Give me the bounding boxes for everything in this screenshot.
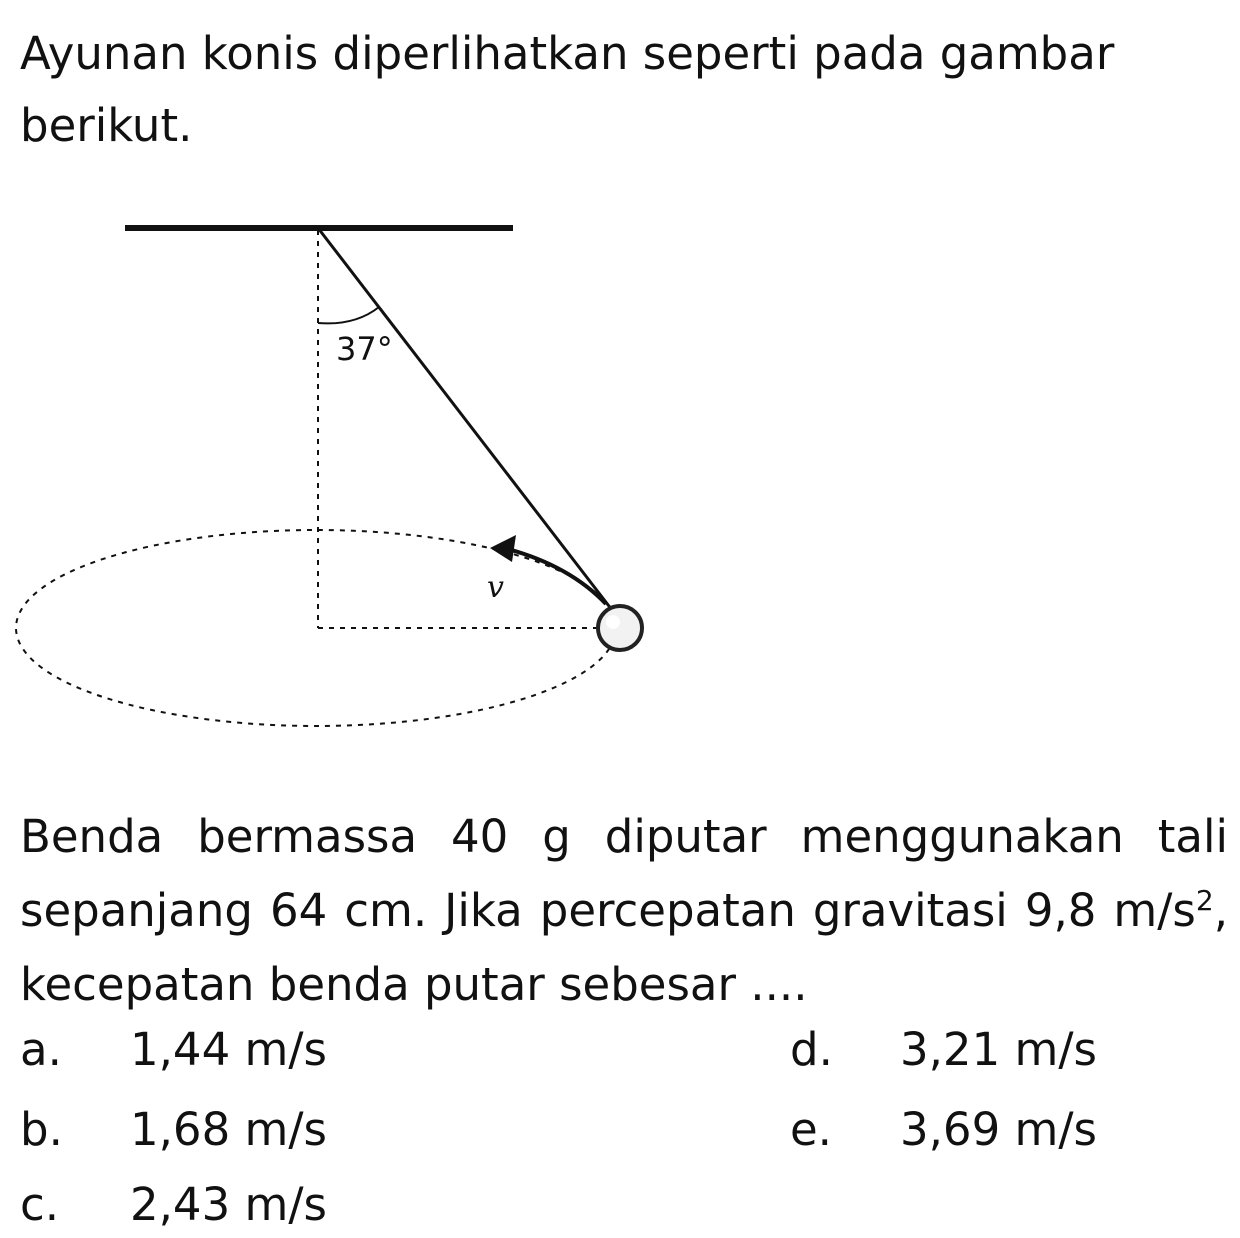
option-value: 3,69 m/s [900, 1103, 1097, 1156]
option-b[interactable] [20, 1100, 327, 1160]
angle-label: 37° [336, 330, 393, 368]
conical-pendulum-diagram [0, 185, 700, 745]
option-letter: b. [20, 1103, 63, 1156]
option-letter: e. [790, 1103, 832, 1156]
ball-highlight [606, 615, 620, 629]
option-a[interactable] [20, 1020, 327, 1080]
question-text [20, 800, 1228, 1022]
option-value: 1,44 m/s [130, 1023, 327, 1076]
question-exponent: 2 [1195, 884, 1214, 917]
option-e[interactable] [790, 1100, 1097, 1160]
option-c[interactable] [20, 1175, 327, 1235]
string [318, 228, 612, 610]
velocity-label: v [487, 570, 504, 605]
ball [598, 606, 642, 650]
option-value: 2,43 m/s [130, 1178, 327, 1231]
option-letter: a. [20, 1023, 62, 1076]
option-value: 1,68 m/s [130, 1103, 327, 1156]
angle-arc [318, 307, 379, 323]
option-value: 3,21 m/s [900, 1023, 1097, 1076]
option-letter: c. [20, 1178, 60, 1231]
option-letter: d. [790, 1023, 833, 1076]
question-part1: Benda bermassa 40 g diputar menggunakan tali sepanjang 64 cm. Jika percepatan gravitasi 9,8 m/s [20, 810, 1228, 937]
velocity-arrow [508, 549, 606, 604]
circular-path-dashed [16, 530, 616, 726]
option-d[interactable] [790, 1020, 1097, 1080]
intro-text: Ayunan konis diperlihatkan seperti pada gambar berikut. [20, 27, 1115, 152]
question-part2: , kecepatan benda putar sebesar .... [20, 884, 1228, 1011]
velocity-arrowhead [490, 535, 516, 562]
